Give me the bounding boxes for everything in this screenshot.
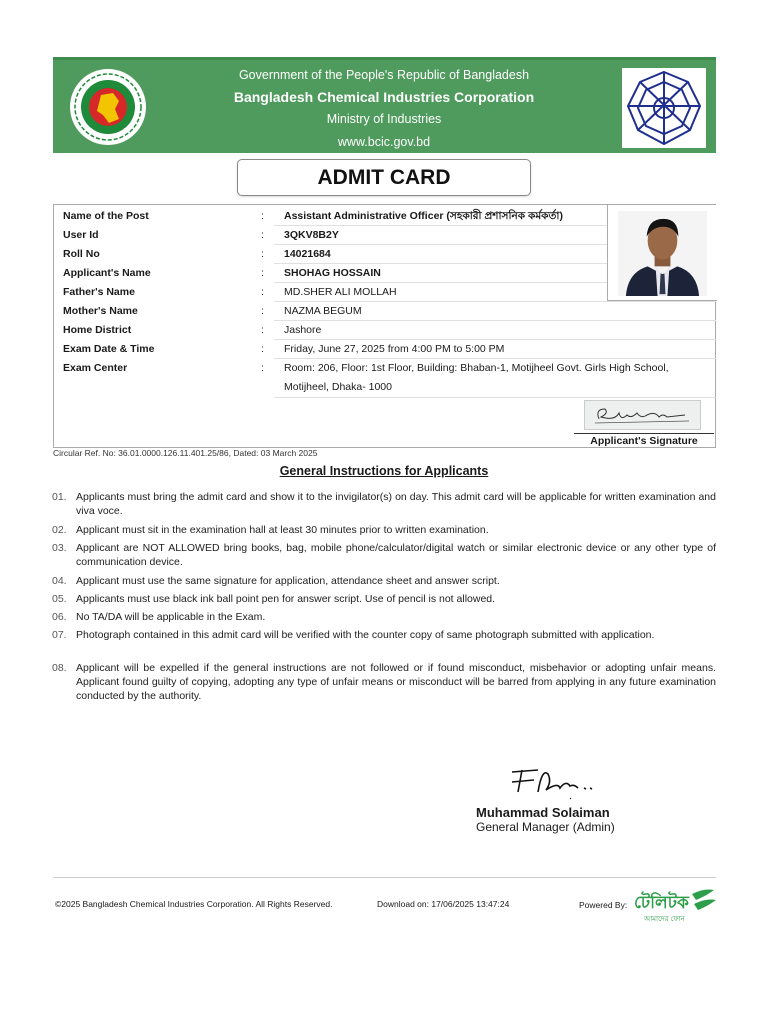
header-website: www.bcic.gov.bd: [337, 135, 431, 149]
authority-title: General Manager (Admin): [476, 820, 615, 834]
detail-colon: :: [261, 343, 264, 355]
detail-value-exam-center: Room: 206, Floor: 1st Floor, Building: Bhaban-1, Motijheel Govt. Girls High School, Motijheel, Dhaka- 1000: [284, 362, 669, 393]
detail-label: Roll No: [63, 248, 100, 260]
teletalk-logo-icon: [634, 886, 716, 926]
instruction-text: Applicant must use the same signature for application, attendance sheet and answer script.: [76, 575, 500, 587]
detail-label: Mother's Name: [63, 305, 138, 317]
instruction-item: [52, 628, 716, 658]
svg-text:আমাদের ফোন: আমাদের ফোন: [644, 915, 685, 923]
instruction-text: Applicant will be expelled if the general instructions are not followed or if found misconduct, misbehavior or adopting unfair means. Applicant found guilty of copying, adopting any type of unfair means or misconduct will be barred from applying in any future examination conducted by the authority.: [76, 662, 716, 702]
instruction-item: [52, 490, 716, 520]
header-government-line: Government of the People's Republic of Bangladesh: [238, 68, 530, 82]
footer-powered-by: Powered By:: [579, 900, 628, 910]
footer-divider: [53, 877, 716, 878]
detail-colon: :: [261, 305, 264, 317]
instruction-text: Applicants must use black ink ball point pen for answer script. Use of pencil is not allowed.: [76, 593, 496, 605]
header-organization-name: Bangladesh Chemical Industries Corporation: [233, 89, 535, 105]
authority-signature-icon: [508, 762, 598, 800]
detail-colon: :: [261, 248, 264, 260]
svg-text:টেলিটক: টেলিটক: [634, 893, 689, 913]
applicant-details-card: [53, 204, 716, 448]
circular-reference: Circular Ref. No: 36.01.0000.126.11.401.25/86, Dated: 03 March 2025: [53, 448, 318, 458]
detail-label: Applicant's Name: [63, 267, 151, 279]
bcic-logo-icon: [622, 68, 706, 148]
instruction-number: 01.: [52, 491, 67, 503]
instruction-text: Applicant are NOT ALLOWED bring books, bag, mobile phone/calculator/digital watch or similar electronic device or any other type of communication device.: [76, 542, 716, 568]
instruction-item: [52, 661, 716, 705]
detail-label: User Id: [63, 229, 99, 241]
instruction-text: No TA/DA will be applicable in the Exam.: [76, 611, 266, 623]
detail-value-user-id: 3QKV8B2Y: [284, 229, 339, 241]
detail-label: Exam Date & Time: [63, 343, 155, 355]
detail-value-home-district: Jashore: [284, 324, 322, 336]
applicant-signature-image: [584, 400, 701, 430]
instructions-title: General Instructions for Applicants: [279, 464, 489, 478]
detail-value-applicant-name: SHOHAG HOSSAIN: [284, 267, 381, 279]
instruction-number: 06.: [52, 611, 67, 623]
government-emblem-icon: [63, 67, 153, 147]
header-band: [53, 57, 716, 153]
detail-value-father-name: MD.SHER ALI MOLLAH: [284, 286, 397, 298]
detail-label: Exam Center: [63, 362, 128, 374]
instruction-text: Photograph contained in this admit card will be verified with the counter copy of same photograph submitted with application.: [76, 629, 655, 641]
instruction-number: 05.: [52, 593, 67, 605]
detail-colon: :: [261, 267, 264, 279]
authority-name: Muhammad Solaiman: [476, 805, 610, 820]
instruction-number: 03.: [52, 542, 67, 554]
instruction-number: 08.: [52, 662, 67, 674]
instruction-number: 04.: [52, 575, 67, 587]
applicant-photo: [607, 205, 717, 301]
detail-label: Name of the Post: [63, 210, 149, 222]
instruction-item: [52, 610, 716, 626]
instruction-text: Applicants must bring the admit card and show it to the invigilator(s) on day. This admit card will be applicable for written examination and viva voce.: [76, 491, 716, 517]
detail-colon: :: [261, 229, 264, 241]
applicant-signature-label: Applicant's Signature: [574, 433, 714, 447]
detail-colon: :: [261, 324, 264, 336]
instruction-item: [52, 523, 716, 539]
detail-value-exam-date: Friday, June 27, 2025 from 4:00 PM to 5:00 PM: [284, 343, 505, 355]
detail-colon: :: [261, 210, 264, 222]
detail-value-post: Assistant Administrative Officer (সহকারী প্রশাসনিক কর্মকর্তা): [284, 210, 563, 222]
instruction-number: 02.: [52, 524, 67, 536]
detail-value-roll-no: 14021684: [284, 248, 331, 260]
admit-card-title: ADMIT CARD: [237, 159, 531, 196]
instruction-text: Applicant must sit in the examination hall at least 30 minutes prior to written examination.: [76, 524, 489, 536]
footer-download-time: Download on: 17/06/2025 13:47:24: [377, 899, 510, 909]
footer-copyright: ©2025 Bangladesh Chemical Industries Corporation. All Rights Reserved.: [55, 899, 333, 909]
instruction-item: [52, 541, 716, 571]
instruction-item: [52, 592, 716, 608]
detail-label: Home District: [63, 324, 132, 336]
detail-colon: :: [261, 286, 264, 298]
header-ministry: Ministry of Industries: [326, 112, 442, 126]
instruction-number: 07.: [52, 629, 67, 641]
signature-scribble-icon: [585, 401, 700, 429]
detail-label: Father's Name: [63, 286, 135, 298]
detail-colon: :: [261, 362, 264, 374]
instruction-item: [52, 574, 716, 590]
detail-value-mother-name: NAZMA BEGUM: [284, 305, 362, 317]
